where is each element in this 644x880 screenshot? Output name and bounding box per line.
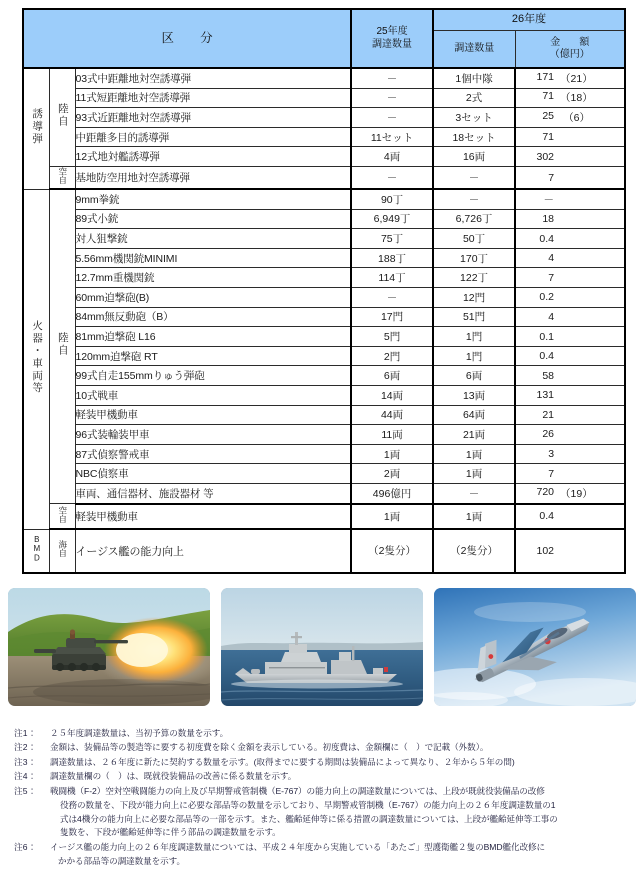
tank-firing-illustration [8,588,210,706]
table-row [23,288,625,308]
fy26-amount-initial-cost [554,370,590,382]
fy26-amount-value: 0.4 [539,232,555,245]
fy25-qty: 1両 [351,504,433,530]
fy26-amount-value: 18 [542,212,555,225]
fy26-qty: 1両 [433,504,515,530]
fy25-qty: 11セット [351,127,433,147]
table-row [23,405,625,425]
fy26-amount-value: 4 [548,310,555,323]
fy26-qty: 1両 [433,464,515,484]
fy26-amount-initial-cost [554,291,590,303]
item-name: 10式戦車 [75,386,351,406]
item-name: 84mm無反動砲（B） [75,307,351,327]
footnote-4-text [50,770,636,784]
fy26-amount-value: 7 [548,271,555,284]
fy26-amount [515,327,625,347]
footnotes [14,727,636,869]
fy26-qty: 122丁 [433,268,515,288]
procurement-table [22,8,626,574]
fy26-qty: 2式 [433,88,515,108]
footnote-4 [14,770,636,784]
footnote-4-line-1: 調達数量欄の（ ）は、既就役装備品の改善に係る数量を示す。 [50,771,297,782]
fy26-amount-value: 0.4 [539,510,555,523]
table-row [23,464,625,484]
fy26-amount-initial-cost [554,389,590,401]
fy26-amount-initial-cost [554,468,590,480]
item-name: 軽装甲機動車 [75,504,351,530]
footnote-5-line-3: 式は4機分の能力向上に必要な部品等の一部を示す。また、艦齢延伸等に係る措置の調達数量については、上段が艦齢延伸等工事の [60,813,558,824]
fy25-qty: 188丁 [351,248,433,268]
fy26-amount-value: 3 [548,448,555,461]
fy26-qty: 170丁 [433,248,515,268]
fy26-amount-initial-cost: （18） [560,92,593,105]
item-name: 120mm迫撃砲 RT [75,346,351,366]
table-row [23,229,625,249]
fy25-qty: 114丁 [351,268,433,288]
item-name: 基地防空用地対空誘導弾 [75,166,351,189]
subgroup-label-gsdf-weapons: 陸自 [49,189,75,504]
fy25-qty: 17門 [351,307,433,327]
fy25-qty: － [351,108,433,128]
fy26-amount-initial-cost [554,233,590,245]
footnote-1-text [50,727,636,741]
header-fy25-qty: 調達数量 [372,38,413,50]
fy26-amount [515,68,625,88]
header-fy25-year: 25年度 [376,26,408,37]
fy26-amount [515,405,625,425]
fy26-qty: 1門 [433,346,515,366]
fy26-qty: 50丁 [433,229,515,249]
fy26-amount-value: － [543,193,555,206]
fy26-amount [515,504,625,530]
fy26-amount-initial-cost [554,151,590,163]
fy25-qty: 5門 [351,327,433,347]
group-label-weapons-vehicles: 火器・車両等 [23,189,49,529]
fy26-amount-value: 4 [548,252,555,265]
table-row [23,68,625,88]
fy26-amount-value: 71 [542,131,555,144]
header-fy26-amount-unit: （億円） [549,49,590,60]
table-row [23,346,625,366]
footnote-3-line-1: 調達数量は、２６年度に新たに契約する数量を示す。(取得までに要する期間は装備品によって異なり、２年から５年の間) [50,756,515,767]
table-row [23,248,625,268]
footnote-5-text [50,785,636,841]
group-label-bmd: BMD [23,529,49,573]
fy26-amount-value: 71 [542,90,555,103]
table-row [23,366,625,386]
fy26-amount [515,366,625,386]
fy26-qty: （2隻分） [433,529,515,573]
fy26-amount-initial-cost [554,131,590,143]
fy26-amount-initial-cost [554,545,590,557]
subgroup-label-gsdf-missiles: 陸自 [49,68,75,166]
fy25-qty: 2門 [351,346,433,366]
table-row [23,483,625,503]
table-row [23,127,625,147]
fy25-qty: 4両 [351,147,433,167]
fy26-amount-value: 302 [536,150,555,163]
fy26-qty: － [433,166,515,189]
fy26-amount-value: 720 [536,485,555,498]
item-name: 5.56mm機関銃MINIMI [75,248,351,268]
fy25-qty: － [351,68,433,88]
footnote-2-line-1: 金額は、装備品等の製造等に要する初度費を除く金額を表示している。初度費は、金額欄に（ ）で記載（外数）。 [50,742,489,753]
table-row [23,147,625,167]
footnote-5-line-2: 役務の数量を、下段が能力向上に必要な部品等の数量を示しており、早期警戒管制機（E-767）の能力向上の２６年度調達数量の1 [60,799,556,810]
fy26-amount-value: 0.4 [539,350,555,363]
fy26-qty: 13両 [433,386,515,406]
fy26-amount-value: 21 [542,408,555,421]
fy26-amount [515,529,625,573]
item-name: 12式地対艦誘導弾 [75,147,351,167]
table-row [23,209,625,229]
fy26-amount-initial-cost [554,350,590,362]
fy25-qty: 496億円 [351,483,433,503]
table-row [23,504,625,530]
fy26-amount [515,483,625,503]
item-name: 12.7mm重機関銃 [75,268,351,288]
fy26-amount-initial-cost: （21） [560,72,593,85]
table-row [23,529,625,573]
subgroup-label-asdf-vehicles: 空自 [49,504,75,530]
header-fy26-qty: 調達数量 [433,31,515,69]
destroyer-illustration [221,588,423,706]
fy26-amount [515,189,625,209]
subgroup-label-asdf-missiles: 空自 [49,166,75,189]
fy26-amount-initial-cost: （19） [560,487,593,500]
header-fy25 [351,9,433,68]
fy26-amount-initial-cost [554,252,590,264]
fy25-qty: 14両 [351,386,433,406]
fy26-amount-value: 131 [536,389,555,402]
fy25-qty: － [351,288,433,308]
footnote-2 [14,741,636,755]
fy26-amount-initial-cost [554,311,590,323]
fy26-qty: 64両 [433,405,515,425]
footnote-6-label: 注6： [14,841,37,852]
footnote-5-label: 注5： [14,785,37,796]
item-name: 93式近距離地対空誘導弾 [75,108,351,128]
item-name: 中距離多目的誘導弾 [75,127,351,147]
item-name: 96式装輪装甲車 [75,425,351,445]
footnote-6-line-2: かかる部品等の調達数量を示す。 [58,855,186,866]
table-row [23,307,625,327]
table-row [23,386,625,406]
fy26-qty: 6両 [433,366,515,386]
fy26-amount [515,209,625,229]
footnote-3-label: 注3： [14,756,37,767]
fy26-qty: 18セット [433,127,515,147]
table-header [23,9,625,68]
fy26-amount-value: 26 [542,428,555,441]
fighter-jet-illustration [434,588,636,706]
fy26-amount-initial-cost [554,213,590,225]
item-name: 軽装甲機動車 [75,405,351,425]
footnote-1-line-1: ２５年度調達数量は、当初予算の数量を示す。 [50,728,229,738]
footnote-6-line-1: イージス艦の能力向上の２６年度調達数量については、平成２４年度から実施している「あたご」型護衛艦２隻のBMD艦化改修に [50,841,546,852]
fy25-qty: － [351,88,433,108]
photo-destroyer [221,588,423,706]
fy26-qty: 1両 [433,444,515,464]
table-row [23,327,625,347]
fy26-amount-initial-cost: （6） [563,111,591,124]
table-row [23,189,625,209]
item-name: 99式自走155mmりゅう弾砲 [75,366,351,386]
fy26-amount [515,425,625,445]
fy25-qty: （2隻分） [351,529,433,573]
fy26-amount-value: 25 [542,109,555,122]
fy25-qty: 44両 [351,405,433,425]
table-row [23,444,625,464]
fy26-qty: 16両 [433,147,515,167]
fy26-amount [515,127,625,147]
item-name: 車両、通信器材、施設器材 等 [75,483,351,503]
fy26-qty: 1個中隊 [433,68,515,88]
fy26-amount [515,346,625,366]
photo-strip [8,588,636,706]
subgroup-label-msdf-bmd: 海自 [49,529,75,573]
fy26-amount-initial-cost [554,428,590,440]
fy26-amount-value: 0.2 [539,291,555,304]
fy26-amount [515,288,625,308]
photo-tank-firing [8,588,210,706]
item-name: 対人狙撃銃 [75,229,351,249]
fy26-amount-value: 102 [536,544,555,557]
fy25-qty: 1両 [351,444,433,464]
fy26-amount [515,386,625,406]
procurement-table-container [22,8,624,574]
fy25-qty: 2両 [351,464,433,484]
footnote-5-line-4: 隻数を、下段が艦齢延伸等に伴う部品の調達数量を示す。 [60,827,281,838]
fy25-qty: － [351,166,433,189]
item-name: 89式小銃 [75,209,351,229]
fy26-amount-initial-cost [554,510,590,522]
footnote-3-text [50,756,636,770]
fy26-amount [515,229,625,249]
header-fy26-amount-label: 金 額 [550,36,594,48]
table-row [23,108,625,128]
fy25-qty: 90丁 [351,189,433,209]
fy26-qty: 12門 [433,288,515,308]
fy26-amount [515,248,625,268]
header-fy26: 26年度 [433,9,625,31]
table-body [23,68,625,573]
table-row [23,268,625,288]
item-name: 87式偵察警戒車 [75,444,351,464]
table-row [23,166,625,189]
fy26-amount-initial-cost [554,272,590,284]
fy26-amount [515,108,625,128]
fy26-amount-value: 171 [536,70,555,83]
item-name: 81mm迫撃砲 L16 [75,327,351,347]
footnote-3 [14,756,636,770]
item-name: 9mm拳銃 [75,189,351,209]
fy26-amount-initial-cost [554,192,590,207]
footnote-4-label: 注4： [14,771,37,782]
footnote-1-label: 注1： [14,728,37,738]
fy26-qty: 1門 [433,327,515,347]
fy26-amount-value: 58 [542,369,555,382]
item-name: 11式短距離地対空誘導弾 [75,88,351,108]
header-kubun: 区 分 [23,9,351,68]
fy26-amount [515,166,625,189]
fy26-amount [515,88,625,108]
fy26-amount [515,147,625,167]
fy26-qty: 3セット [433,108,515,128]
footnote-5-line-1: 戦闘機（F-2）空対空戦闘能力の向上及び早期警戒管制機（E-767）の能力向上の調達数量については、上段が既就役装備品の改修 [50,785,545,796]
fy26-qty: 6,726丁 [433,209,515,229]
fy25-qty: 6,949丁 [351,209,433,229]
fy26-amount-initial-cost [554,409,590,421]
fy26-qty: － [433,483,515,503]
group-label-missiles: 誘導弾 [23,68,49,189]
footnote-1 [14,727,636,741]
item-name: イージス艦の能力向上 [75,529,351,573]
fy26-qty: 21両 [433,425,515,445]
footnote-6-text [50,841,636,869]
fy26-amount [515,268,625,288]
table-row [23,88,625,108]
fy26-amount-value: 7 [548,467,555,480]
photo-fighter-jet [434,588,636,706]
footnote-5 [14,785,636,841]
footnote-2-text [50,741,636,755]
fy26-amount-value: 7 [548,171,555,184]
fy26-amount-initial-cost [554,448,590,460]
footnote-2-label: 注2： [14,742,37,753]
fy26-amount [515,444,625,464]
fy26-amount-value: 0.1 [539,330,555,343]
fy26-amount-initial-cost [554,331,590,343]
fy26-amount [515,307,625,327]
fy25-qty: 11両 [351,425,433,445]
item-name: NBC偵察車 [75,464,351,484]
footnote-6 [14,841,636,869]
fy26-amount [515,464,625,484]
item-name: 03式中距離地対空誘導弾 [75,68,351,88]
fy26-qty: － [433,189,515,209]
fy26-qty: 51門 [433,307,515,327]
fy26-amount-initial-cost [554,172,590,184]
header-fy26-amount [515,31,625,69]
fy25-qty: 6両 [351,366,433,386]
fy25-qty: 75丁 [351,229,433,249]
table-row [23,425,625,445]
item-name: 60mm迫撃砲(B) [75,288,351,308]
